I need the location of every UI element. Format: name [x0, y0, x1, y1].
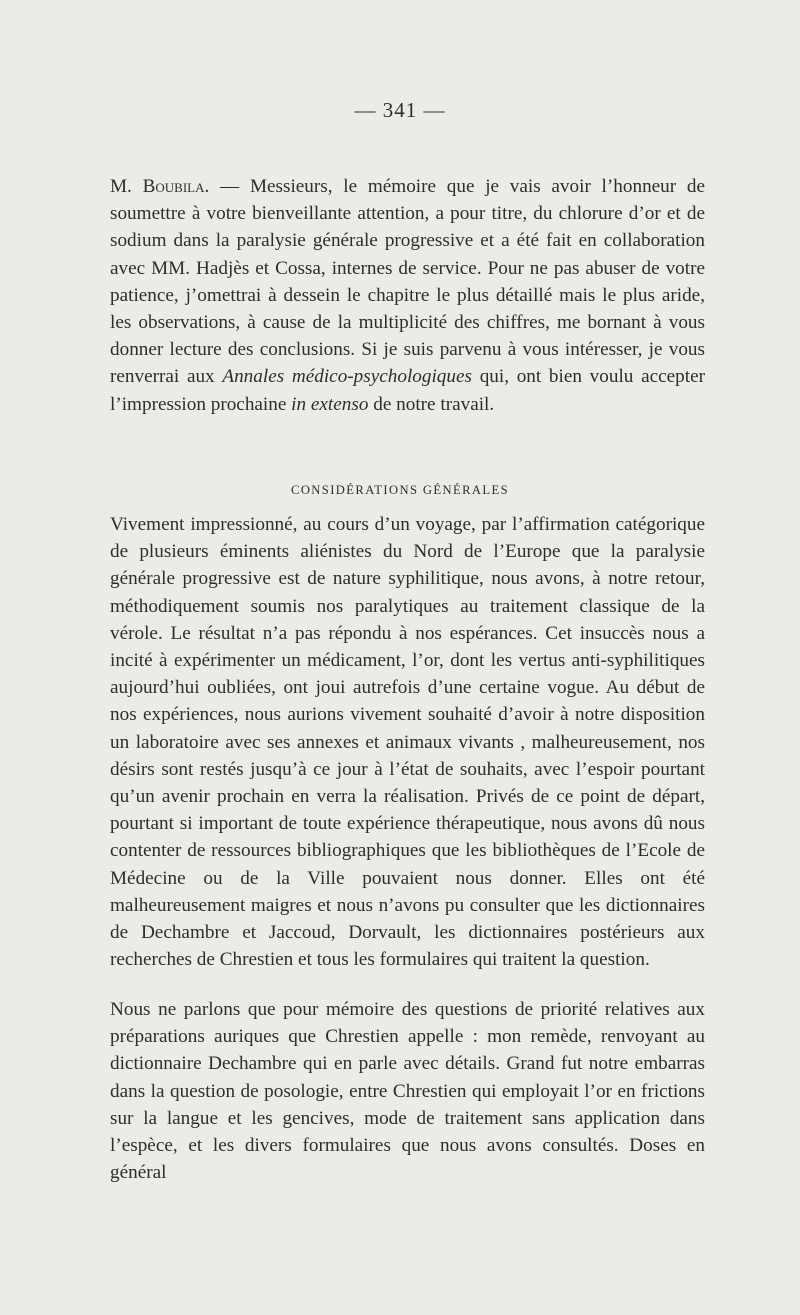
paragraph-general-considerations-text: Vivement impressionné, au cours d’un voyage, par l’affirmation catégorique de plusieurs éminents aliénistes du Nord de l’Europe que la paralysie générale progressive est de nature syphilitique, nous avons, à notre retour, méthodiquement soumis nos paralytiques au traitement classique de la vérole. Le résultat n’a pas répondu à nos espérances. Cet insuccès nous a incité à expérimenter un médicament, l’or, dont les vertus anti-syphilitiques aujourd’hui oubliées, ont joui autrefois d’une certaine vogue. Au début de nos expériences, nous aurions vivement souhaité d’avoir à notre disposition un laboratoire avec ses annexes et animaux vivants , malheureusement, nos désirs sont restés jusqu’à ce jour à l’état de souhaits, avec l’espoir pourtant qu’un avenir prochain en verra la réalisation. Privés de ce point de départ, pourtant si important de toute expérience thérapeutique, nous avons dû nous contenter de ressources bibliographiques que les bibliothèques de l’Ecole de Médecine ou de la Ville pouvaient nous donner. Elles ont été malheureusement maigres et nous n’avons pu consulter que les dictionnaires de Dechambre et Jaccoud, Dorvault, les dictionnaires postérieurs aux recherches de Chrestien et tous les formulaires qui traitent la question. [110, 514, 705, 971]
intro-text-part-1: — Messieurs, le mémoire que je vais avoir l’honneur de soumettre à votre bienveillante attention, a pour titre, du chlorure d’or et de sodium dans la paralysie générale progressive et a été fait en collaboration avec MM. Hadjès et Cossa, internes de service. Pour ne pas abuser de votre patience, j’omettrai à dessein le chapitre le plus détaillé mais le plus aride, les observations, à cause de la multiplicité des chiffres, me bornant à vous donner lecture des conclusions. Si je suis parvenu à vous intéresser, je vous renverrai aux [110, 176, 705, 388]
speaker-name: M. Boubila. [110, 176, 210, 197]
latin-phrase: in extenso [291, 393, 369, 415]
paragraph-priority [110, 996, 705, 1186]
paragraph-general-considerations [110, 511, 705, 973]
intro-text-part-2: qui, ont bien voulu accepter l’impression prochaine [110, 366, 705, 415]
paragraph-introduction [110, 173, 705, 418]
paragraph-priority-text: Nous ne parlons que pour mémoire des questions de priorité relatives aux préparations auriques que Chrestien appelle : mon remède, renvoyant au dictionnaire Dechambre qui en parle avec détails. Grand fut notre embarras dans la question de posologie, entre Chrestien qui employait l’or en frictions sur la langue et les gencives, mode de traitement sans application dans l’espèce, et les divers formulaires que nous avons consultés. Doses en général [110, 999, 705, 1184]
journal-title: Annales médico-psychologiques [222, 366, 472, 388]
page-number: — 341 — [354, 98, 446, 122]
section-heading: CONSIDÉRATIONS GÉNÉRALES [291, 483, 509, 497]
intro-text-part-3: de notre travail. [368, 393, 495, 415]
paragraph-introduction-text [110, 173, 705, 418]
